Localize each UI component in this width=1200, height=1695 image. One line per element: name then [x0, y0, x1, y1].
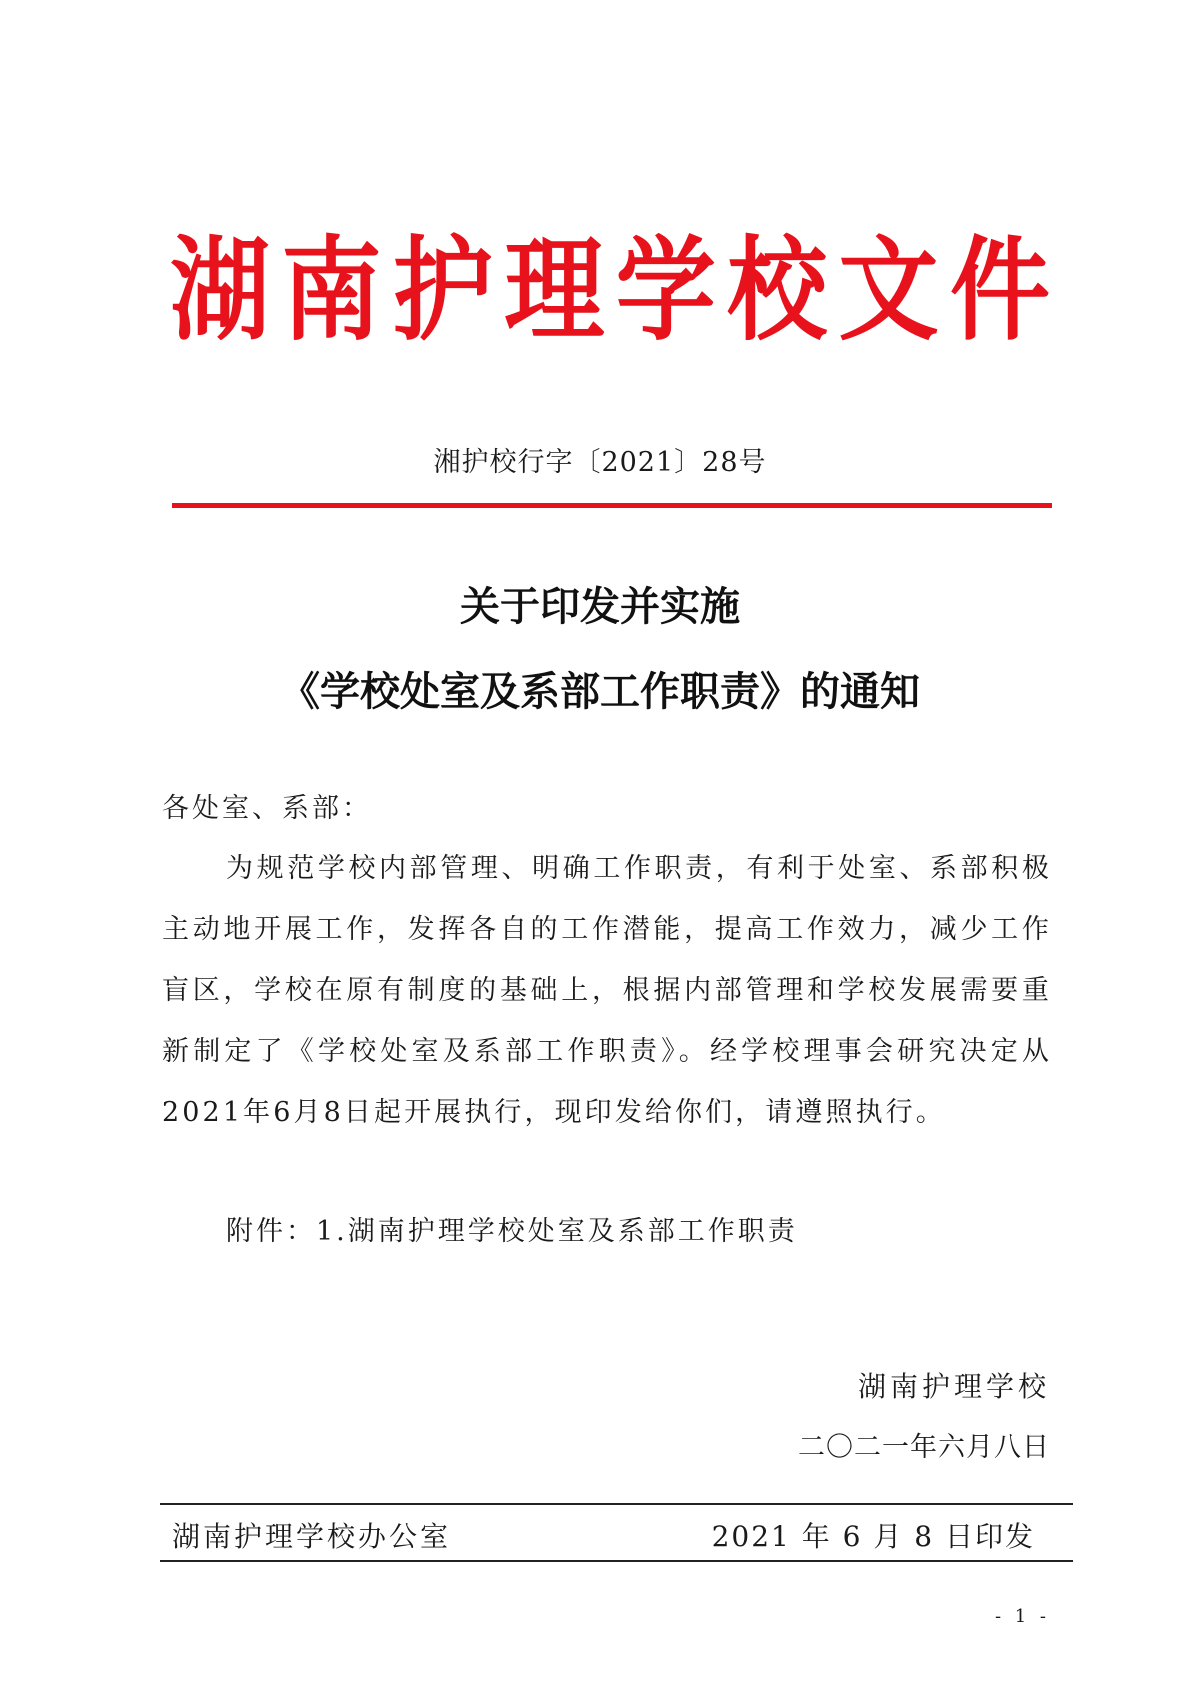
footer-bottom-rule: [160, 1560, 1073, 1562]
header-char: 南: [281, 223, 382, 357]
signature-date: 二〇二一年六月八日: [798, 1432, 1050, 1463]
header-char: 校: [727, 223, 828, 357]
attachment-line: 附件：1.湖南护理学校处室及系部工作职责: [226, 1216, 798, 1247]
footer-issue-date: 2021 年 6 月 8 日印发: [711, 1520, 1035, 1553]
header-char: 理: [504, 223, 605, 357]
footer-top-rule: [160, 1503, 1073, 1505]
subject-line-1: 关于印发并实施: [460, 584, 740, 630]
document-header-title: [170, 220, 1050, 360]
footer-issuer: 湖南护理学校办公室: [172, 1520, 452, 1553]
header-char: 文: [838, 223, 939, 357]
subject-line-2: 《学校处室及系部工作职责》的通知: [280, 669, 920, 715]
body-paragraph: 为规范学校内部管理、明确工作职责，有利于处室、系部积极主动地开展工作，发挥各自的工作潜能，提高工作效力，减少工作盲区，学校在原有制度的基础上，根据内部管理和学校发展需要重新制定了《学校处室及系部工作职责》。经学校理事会研究决定从2021年6月8日起开展执行，现印发给你们，请遵照执行。: [162, 853, 1052, 1128]
header-char: 护: [392, 223, 493, 357]
signature-organization: 湖南护理学校: [857, 1370, 1050, 1403]
salutation: 各处室、系部：: [162, 793, 372, 824]
page-number: - 1 -: [994, 1606, 1050, 1627]
header-red-divider: [172, 503, 1052, 508]
header-char: 学: [615, 223, 716, 357]
header-char: 湖: [170, 223, 270, 357]
document-number: 湘护校行字〔2021〕28号: [433, 447, 767, 478]
header-char: 件: [949, 223, 1050, 357]
